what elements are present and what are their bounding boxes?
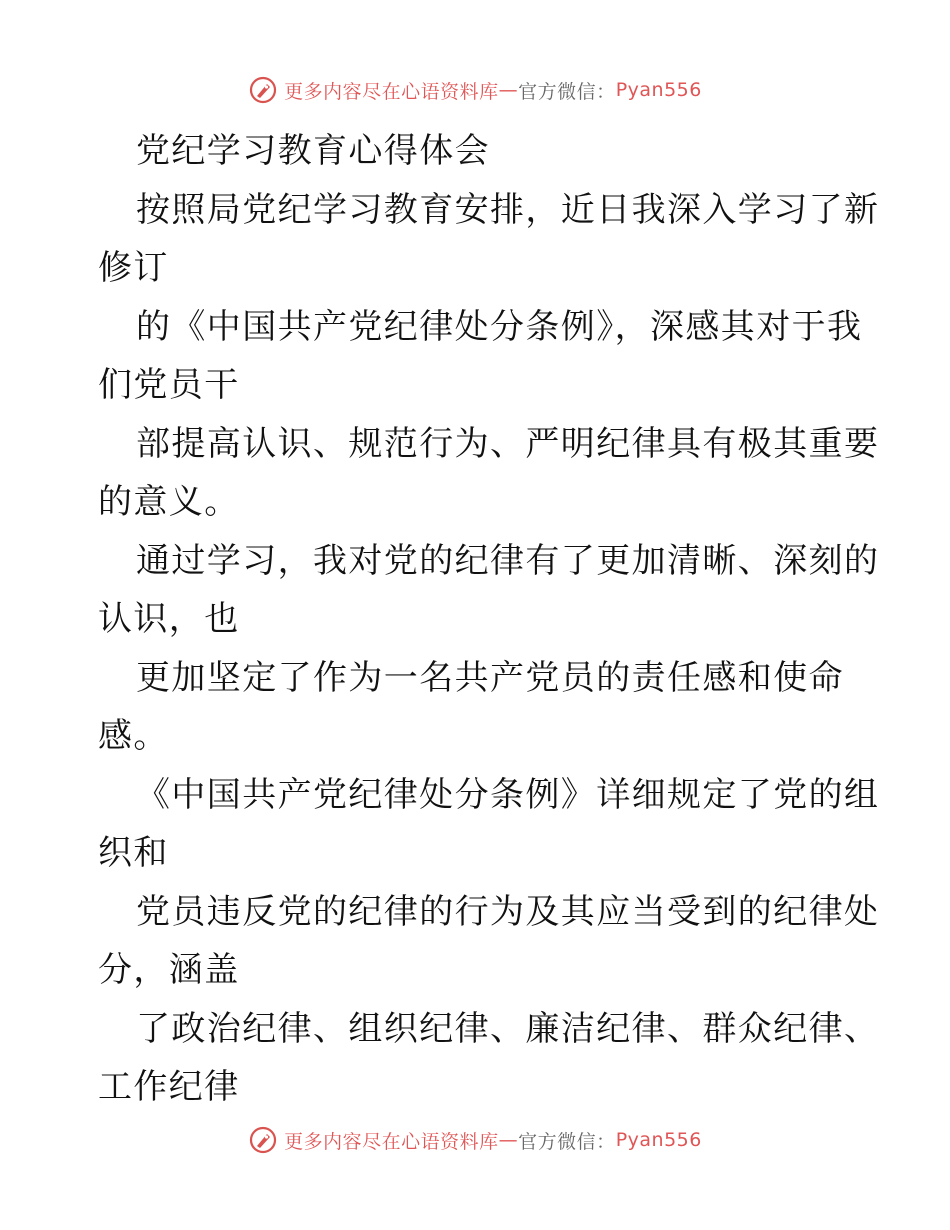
text-line: 部提高认识、规范行为、严明纪律具有极其重要: [136, 423, 880, 464]
header-banner: [0, 70, 950, 110]
footer-banner: [0, 1120, 950, 1160]
text-line: 分，涵盖: [98, 950, 240, 990]
text-line: 通过学习，我对党的纪律有了更加清晰、深刻的: [136, 540, 880, 581]
text-line: 织和: [98, 833, 169, 873]
text-line: 感。: [98, 716, 169, 756]
banner-dash: —: [498, 1129, 519, 1151]
text-line: 工作纪律: [98, 1067, 240, 1107]
banner-wechat-label: 官方微信：: [518, 80, 616, 103]
document-title: 党纪学习教育心得体会: [136, 131, 490, 171]
banner-wechat-id: Pyan556: [615, 1129, 702, 1151]
banner-dash: —: [498, 79, 519, 101]
text-line: 们党员干: [98, 365, 240, 405]
text-line: 更加坚定了作为一名共产党员的责任感和使命: [136, 657, 844, 698]
banner-text: 更多内容尽在心语资料库: [284, 80, 499, 103]
text-line: 的《中国共产党纪律处分条例》，深感其对于我: [136, 306, 863, 347]
text-line: 的意义。: [98, 482, 240, 522]
banner-wechat-label: 官方微信：: [518, 1130, 616, 1153]
text-line: 《中国共产党纪律处分条例》详细规定了党的组: [136, 774, 880, 815]
text-line: 按照局党纪学习教育安排，近日我深入学习了新: [136, 189, 880, 230]
pen-nib-logo-icon: [248, 1125, 278, 1155]
text-line: 认识，也: [98, 599, 240, 639]
pen-nib-logo-icon: [248, 75, 278, 105]
document-body: [98, 122, 880, 1117]
banner-wechat-id: Pyan556: [615, 79, 702, 101]
banner-text: 更多内容尽在心语资料库: [284, 1130, 499, 1153]
text-line: 修订: [98, 248, 169, 288]
text-line: 党员违反党的纪律的行为及其应当受到的纪律处: [136, 891, 880, 932]
text-line: 了政治纪律、组织纪律、廉洁纪律、群众纪律、: [136, 1008, 880, 1049]
